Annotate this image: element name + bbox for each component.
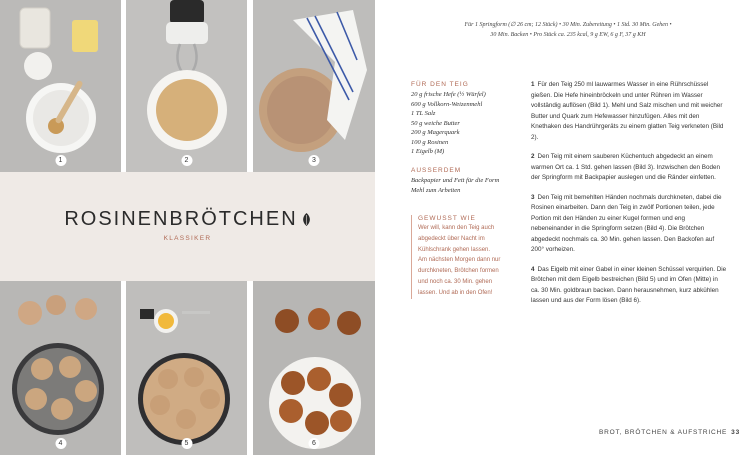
tip-line: Am nächsten Morgen dann nur bbox=[418, 257, 501, 264]
footer-section: BROT, BRÖTCHEN & AUFSTRICHE bbox=[599, 429, 728, 436]
ingredient-item: Backpapier und Fett für die Form bbox=[411, 177, 500, 184]
step-text: Den Teig mit bemehlten Händen nochmals durchkneten, dabei die Rosinen einarbeiten. Dann den Teig in zwölf Portionen teilen, jede Portion mit den Händen zu einer Kugel formen und eng nebeneinander in die Springform setzen (Bild 4). Die Brötchen abgedeckt nochmals ca. 30 Min. gehen lassen. Den Backofen auf 200° vorheizen. bbox=[531, 193, 722, 253]
step-text: Den Teig mit einem sauberen Küchentuch abgedeckt an einem warmen Ort ca. 1 Std. gehen lassen (Bild 3). Inzwischen den Boden der Springform mit Backpapier auslegen und die Ränder einfetten. bbox=[531, 153, 721, 181]
ingredient-item: 20 g frische Hefe (½ Würfel) bbox=[411, 91, 486, 98]
photo-number-2: 2 bbox=[181, 155, 192, 166]
step-1 bbox=[531, 80, 727, 143]
ingredient-item: 50 g weiche Butter bbox=[411, 119, 460, 127]
photo-number-3: 3 bbox=[309, 155, 320, 166]
photo-2-illustration bbox=[126, 0, 247, 172]
photo-3-illustration bbox=[253, 0, 375, 172]
photo-step-4 bbox=[0, 281, 121, 455]
photo-number-5: 5 bbox=[181, 438, 192, 449]
photo-step-1 bbox=[0, 0, 121, 172]
step-number: 4 bbox=[531, 265, 535, 273]
step-number: 3 bbox=[531, 193, 535, 201]
photo-5-illustration bbox=[126, 281, 247, 455]
dough-label: FÜR DEN TEIG bbox=[411, 81, 469, 88]
recipe-meta bbox=[420, 20, 716, 40]
dough-ingredients bbox=[411, 90, 486, 157]
tip-text bbox=[418, 223, 516, 299]
photo-number-4: 4 bbox=[55, 438, 66, 449]
tip-line: Kühlschrank gehen lassen. bbox=[418, 246, 491, 253]
tip-line: abgedeckt über Nacht im bbox=[418, 235, 485, 242]
ingredient-item: 600 g Vollkorn-Weizenmehl bbox=[411, 100, 483, 108]
photo-number-6: 6 bbox=[309, 438, 320, 449]
step-number: 2 bbox=[531, 153, 535, 160]
step-2 bbox=[531, 152, 727, 184]
ingredient-item: 1 TL Salz bbox=[411, 110, 436, 117]
photo-1-illustration bbox=[0, 0, 121, 172]
recipe-subtitle: KLASSIKER bbox=[163, 235, 212, 242]
photo-4-illustration bbox=[0, 281, 121, 455]
tip-line: durchkneten, Brötchen formen bbox=[418, 268, 499, 275]
photo-step-2 bbox=[126, 0, 247, 172]
page-number: 33 bbox=[731, 429, 740, 436]
ingredient-item: Mehl zum Arbeiten bbox=[411, 186, 461, 194]
step-text: Für den Teig 250 ml lauwarmes Wasser in eine Rührschüssel gießen. Die Hefe hineinbröckeln und unter Rühren im Wasser vollständig auflösen (Bild 1). Mehl und Salz mischen und mit weicher Butter und Quark zum Hefewasser hinzufügen. Alles mit den Knethaken des Handrührgeräts zu einem glatten Teig verkneten (Bild 2). bbox=[531, 81, 724, 141]
step-text: Das Eigelb mit einer Gabel in einer kleinen Schüssel verquirlen. Die Brötchen mit dem Eigelb bestreichen (Bild 5) und im Ofen (Mitte) in ca. 30 Min. goldbraun backen. Dann herausnehmen, kurz abkühlen lassen und aus der Form lösen (Bild 6). bbox=[531, 265, 727, 304]
tip-line: lassen. Und ab in den Ofen! bbox=[418, 289, 493, 296]
ingredient-item: 200 g Magerquark bbox=[411, 129, 460, 136]
tip-line: Wer will, kann den Teig auch bbox=[418, 225, 495, 231]
meta-line-1: Für 1 Springform (∅ 26 cm; 12 Stück) • 30 Min. Zubereitung • 1 Std. 30 Min. Gehen • bbox=[464, 22, 672, 28]
step-3 bbox=[531, 193, 727, 256]
page-footer bbox=[597, 429, 740, 436]
title-band bbox=[0, 172, 375, 281]
instruction-steps bbox=[531, 80, 727, 316]
extra-ingredients bbox=[411, 176, 499, 195]
photo-step-6 bbox=[253, 281, 375, 455]
leaf-icon bbox=[302, 213, 311, 226]
tip-heading: GEWUSST WIE bbox=[418, 215, 476, 222]
photo-step-3 bbox=[253, 0, 375, 172]
recipe-title-row bbox=[0, 208, 375, 231]
photo-number-1: 1 bbox=[55, 155, 66, 166]
extra-label: AUSSERDEM bbox=[411, 167, 462, 174]
recipe-title: ROSINENBRÖTCHEN bbox=[64, 208, 298, 230]
photo-step-5 bbox=[126, 281, 247, 455]
step-4 bbox=[531, 265, 727, 307]
tip-box bbox=[411, 215, 516, 299]
step-number: 1 bbox=[531, 81, 535, 88]
ingredient-item: 1 Eigelb (M) bbox=[411, 148, 445, 155]
ingredient-item: 100 g Rosinen bbox=[411, 138, 449, 146]
meta-line-2: 30 Min. Backen • Pro Stück ca. 235 kcal, 9 g EW, 6 g F, 37 g KH bbox=[490, 32, 646, 38]
tip-line: und noch ca. 30 Min. gehen bbox=[418, 278, 493, 285]
photo-6-illustration bbox=[253, 281, 375, 455]
